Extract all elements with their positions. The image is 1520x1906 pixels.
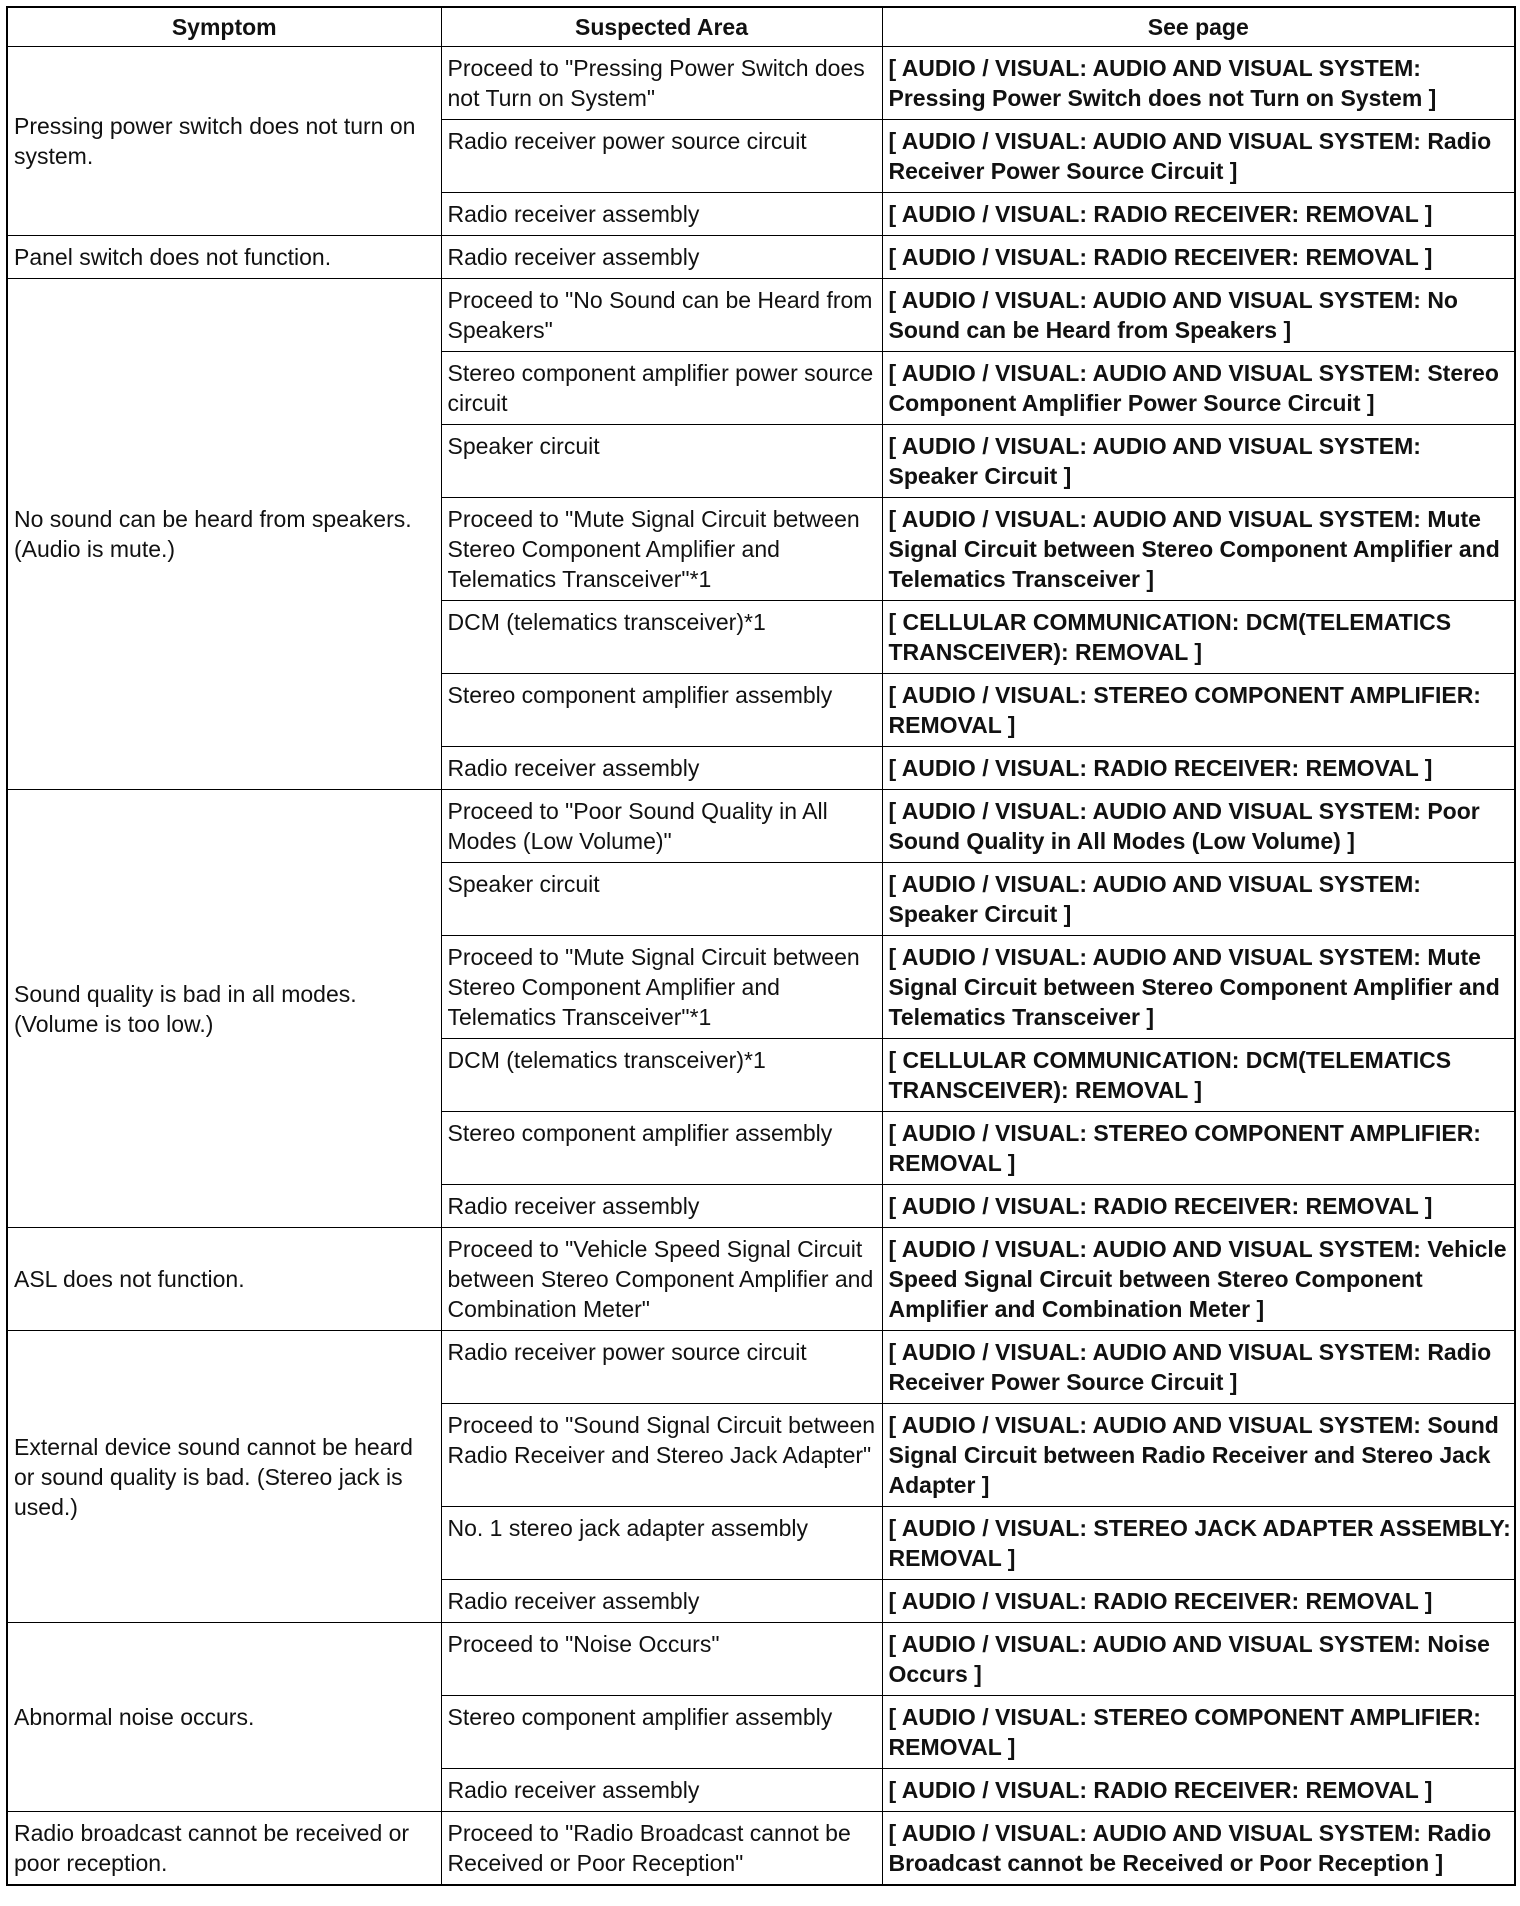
see-page-link[interactable]: [ AUDIO / VISUAL: RADIO RECEIVER: REMOVAL ] (882, 193, 1515, 236)
see-page-link[interactable]: [ AUDIO / VISUAL: AUDIO AND VISUAL SYSTEM: Radio Broadcast cannot be Received or Poor Reception ] (882, 1812, 1515, 1886)
symptom-cell: Pressing power switch does not turn on system. (7, 47, 441, 236)
see-page-link[interactable]: [ AUDIO / VISUAL: STEREO COMPONENT AMPLIFIER: REMOVAL ] (882, 1112, 1515, 1185)
suspected-area-cell: Radio receiver power source circuit (441, 1331, 882, 1404)
symptom-cell: ASL does not function. (7, 1228, 441, 1331)
symptom-cell: No sound can be heard from speakers. (Audio is mute.) (7, 279, 441, 790)
see-page-link[interactable]: [ AUDIO / VISUAL: AUDIO AND VISUAL SYSTEM: Mute Signal Circuit between Stereo Component Amplifier and Telematics Transceiver ] (882, 498, 1515, 601)
troubleshooting-document (6, 6, 1514, 1886)
symptom-cell: Sound quality is bad in all modes. (Volume is too low.) (7, 790, 441, 1228)
suspected-area-cell: Radio receiver power source circuit (441, 120, 882, 193)
symptom-cell: Radio broadcast cannot be received or poor reception. (7, 1812, 441, 1886)
see-page-link[interactable]: [ AUDIO / VISUAL: AUDIO AND VISUAL SYSTEM: Speaker Circuit ] (882, 425, 1515, 498)
suspected-area-cell: Radio receiver assembly (441, 193, 882, 236)
see-page-link[interactable]: [ AUDIO / VISUAL: AUDIO AND VISUAL SYSTEM: Stereo Component Amplifier Power Source Circuit ] (882, 352, 1515, 425)
see-page-link[interactable]: [ AUDIO / VISUAL: AUDIO AND VISUAL SYSTEM: Noise Occurs ] (882, 1623, 1515, 1696)
see-page-link[interactable]: [ AUDIO / VISUAL: RADIO RECEIVER: REMOVAL ] (882, 236, 1515, 279)
table-row (7, 1812, 1515, 1886)
suspected-area-cell: Proceed to "Mute Signal Circuit between Stereo Component Amplifier and Telematics Transceiver"*1 (441, 498, 882, 601)
suspected-area-cell: Radio receiver assembly (441, 1769, 882, 1812)
suspected-area-cell: Stereo component amplifier assembly (441, 674, 882, 747)
table-body (7, 47, 1515, 1886)
see-page-link[interactable]: [ AUDIO / VISUAL: STEREO JACK ADAPTER ASSEMBLY: REMOVAL ] (882, 1507, 1515, 1580)
table-row (7, 1228, 1515, 1331)
see-page-link[interactable]: [ CELLULAR COMMUNICATION: DCM(TELEMATICS TRANSCEIVER): REMOVAL ] (882, 1039, 1515, 1112)
suspected-area-cell: Radio receiver assembly (441, 1580, 882, 1623)
suspected-area-cell: DCM (telematics transceiver)*1 (441, 1039, 882, 1112)
suspected-area-cell: Proceed to "No Sound can be Heard from Speakers" (441, 279, 882, 352)
suspected-area-cell: Stereo component amplifier assembly (441, 1112, 882, 1185)
suspected-area-cell: Proceed to "Radio Broadcast cannot be Received or Poor Reception" (441, 1812, 882, 1886)
table-row (7, 236, 1515, 279)
suspected-area-cell: Speaker circuit (441, 425, 882, 498)
see-page-link[interactable]: [ CELLULAR COMMUNICATION: DCM(TELEMATICS TRANSCEIVER): REMOVAL ] (882, 601, 1515, 674)
see-page-link[interactable]: [ AUDIO / VISUAL: AUDIO AND VISUAL SYSTEM: Radio Receiver Power Source Circuit ] (882, 120, 1515, 193)
suspected-area-cell: Radio receiver assembly (441, 1185, 882, 1228)
suspected-area-cell: Proceed to "Poor Sound Quality in All Modes (Low Volume)" (441, 790, 882, 863)
suspected-area-cell: Proceed to "Sound Signal Circuit between Radio Receiver and Stereo Jack Adapter" (441, 1404, 882, 1507)
header-suspected-area: Suspected Area (441, 7, 882, 47)
suspected-area-cell: Proceed to "Mute Signal Circuit between Stereo Component Amplifier and Telematics Transceiver"*1 (441, 936, 882, 1039)
see-page-link[interactable]: [ AUDIO / VISUAL: RADIO RECEIVER: REMOVAL ] (882, 747, 1515, 790)
table-row (7, 47, 1515, 120)
symptom-cell: Panel switch does not function. (7, 236, 441, 279)
suspected-area-cell: Radio receiver assembly (441, 236, 882, 279)
see-page-link[interactable]: [ AUDIO / VISUAL: AUDIO AND VISUAL SYSTEM: Mute Signal Circuit between Stereo Component Amplifier and Telematics Transceiver ] (882, 936, 1515, 1039)
see-page-link[interactable]: [ AUDIO / VISUAL: AUDIO AND VISUAL SYSTEM: Pressing Power Switch does not Turn on System ] (882, 47, 1515, 120)
suspected-area-cell: Proceed to "Noise Occurs" (441, 1623, 882, 1696)
see-page-link[interactable]: [ AUDIO / VISUAL: STEREO COMPONENT AMPLIFIER: REMOVAL ] (882, 1696, 1515, 1769)
symptom-cell: External device sound cannot be heard or sound quality is bad. (Stereo jack is used.) (7, 1331, 441, 1623)
suspected-area-cell: Speaker circuit (441, 863, 882, 936)
see-page-link[interactable]: [ AUDIO / VISUAL: AUDIO AND VISUAL SYSTEM: Sound Signal Circuit between Radio Receiver and Stereo Jack Adapter ] (882, 1404, 1515, 1507)
see-page-link[interactable]: [ AUDIO / VISUAL: RADIO RECEIVER: REMOVAL ] (882, 1769, 1515, 1812)
suspected-area-cell: No. 1 stereo jack adapter assembly (441, 1507, 882, 1580)
header-see-page: See page (882, 7, 1515, 47)
suspected-area-cell: Proceed to "Vehicle Speed Signal Circuit between Stereo Component Amplifier and Combination Meter" (441, 1228, 882, 1331)
problem-symptoms-table (6, 6, 1516, 1886)
table-row (7, 1331, 1515, 1404)
suspected-area-cell: Radio receiver assembly (441, 747, 882, 790)
suspected-area-cell: Stereo component amplifier power source circuit (441, 352, 882, 425)
header-symptom: Symptom (7, 7, 441, 47)
see-page-link[interactable]: [ AUDIO / VISUAL: RADIO RECEIVER: REMOVAL ] (882, 1185, 1515, 1228)
table-row (7, 790, 1515, 863)
see-page-link[interactable]: [ AUDIO / VISUAL: AUDIO AND VISUAL SYSTEM: Poor Sound Quality in All Modes (Low Volume) ] (882, 790, 1515, 863)
see-page-link[interactable]: [ AUDIO / VISUAL: AUDIO AND VISUAL SYSTEM: Vehicle Speed Signal Circuit between Stereo Component Amplifier and Combination Meter ] (882, 1228, 1515, 1331)
table-row (7, 1623, 1515, 1696)
see-page-link[interactable]: [ AUDIO / VISUAL: AUDIO AND VISUAL SYSTEM: No Sound can be Heard from Speakers ] (882, 279, 1515, 352)
suspected-area-cell: Proceed to "Pressing Power Switch does not Turn on System" (441, 47, 882, 120)
suspected-area-cell: Stereo component amplifier assembly (441, 1696, 882, 1769)
see-page-link[interactable]: [ AUDIO / VISUAL: RADIO RECEIVER: REMOVAL ] (882, 1580, 1515, 1623)
symptom-cell: Abnormal noise occurs. (7, 1623, 441, 1812)
see-page-link[interactable]: [ AUDIO / VISUAL: STEREO COMPONENT AMPLIFIER: REMOVAL ] (882, 674, 1515, 747)
see-page-link[interactable]: [ AUDIO / VISUAL: AUDIO AND VISUAL SYSTEM: Radio Receiver Power Source Circuit ] (882, 1331, 1515, 1404)
table-row (7, 279, 1515, 352)
table-header-row (7, 7, 1515, 47)
suspected-area-cell: DCM (telematics transceiver)*1 (441, 601, 882, 674)
see-page-link[interactable]: [ AUDIO / VISUAL: AUDIO AND VISUAL SYSTEM: Speaker Circuit ] (882, 863, 1515, 936)
